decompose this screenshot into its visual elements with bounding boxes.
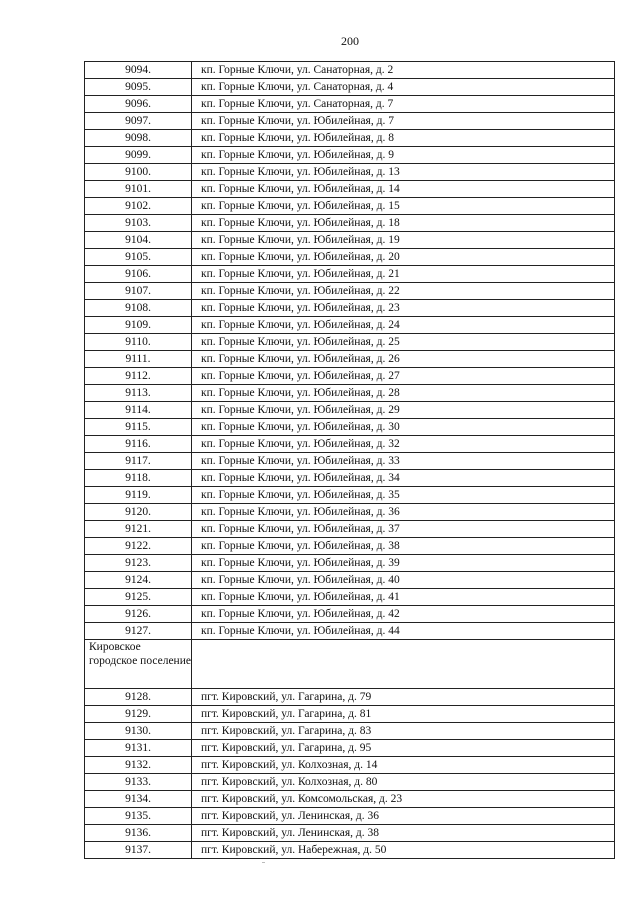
row-address: кп. Горные Ключи, ул. Юбилейная, д. 18 <box>192 215 615 232</box>
row-address: кп. Горные Ключи, ул. Юбилейная, д. 36 <box>192 504 615 521</box>
row-address: пгт. Кировский, ул. Гагарина, д. 81 <box>192 706 615 723</box>
row-number: 9136. <box>85 825 192 842</box>
row-number: 9133. <box>85 774 192 791</box>
row-number: 9111. <box>85 351 192 368</box>
row-number: 9109. <box>85 317 192 334</box>
row-number: 9107. <box>85 283 192 300</box>
row-number: 9132. <box>85 757 192 774</box>
row-number: 9118. <box>85 470 192 487</box>
table-row <box>85 419 615 436</box>
row-number: 9102. <box>85 198 192 215</box>
row-address: пгт. Кировский, ул. Гагарина, д. 79 <box>192 689 615 706</box>
row-number: 9122. <box>85 538 192 555</box>
row-address: кп. Горные Ключи, ул. Юбилейная, д. 33 <box>192 453 615 470</box>
table-row <box>85 589 615 606</box>
row-number: 9124. <box>85 572 192 589</box>
row-address: кп. Горные Ключи, ул. Юбилейная, д. 14 <box>192 181 615 198</box>
row-address: кп. Горные Ключи, ул. Юбилейная, д. 23 <box>192 300 615 317</box>
row-address: кп. Горные Ключи, ул. Юбилейная, д. 9 <box>192 147 615 164</box>
row-address: кп. Горные Ключи, ул. Юбилейная, д. 15 <box>192 198 615 215</box>
table-row <box>85 62 615 79</box>
table-row <box>85 791 615 808</box>
row-number: 9130. <box>85 723 192 740</box>
scan-mark <box>262 862 265 863</box>
row-address: кп. Горные Ключи, ул. Санаторная, д. 7 <box>192 96 615 113</box>
row-address: пгт. Кировский, ул. Комсомольская, д. 23 <box>192 791 615 808</box>
row-number: 9095. <box>85 79 192 96</box>
row-address: пгт. Кировский, ул. Колхозная, д. 80 <box>192 774 615 791</box>
row-address: кп. Горные Ключи, ул. Юбилейная, д. 25 <box>192 334 615 351</box>
table-row <box>85 79 615 96</box>
table-row <box>85 283 615 300</box>
row-address: кп. Горные Ключи, ул. Юбилейная, д. 20 <box>192 249 615 266</box>
table-row <box>85 351 615 368</box>
row-number: 9094. <box>85 62 192 79</box>
table-row <box>85 198 615 215</box>
table-row <box>85 487 615 504</box>
row-number: 9106. <box>85 266 192 283</box>
row-address: пгт. Кировский, ул. Набережная, д. 50 <box>192 842 615 859</box>
row-address: кп. Горные Ключи, ул. Юбилейная, д. 42 <box>192 606 615 623</box>
table-row <box>85 215 615 232</box>
table-row <box>85 181 615 198</box>
table-row <box>85 706 615 723</box>
row-address: кп. Горные Ключи, ул. Юбилейная, д. 40 <box>192 572 615 589</box>
table-row <box>85 436 615 453</box>
row-number: 9099. <box>85 147 192 164</box>
row-number: 9108. <box>85 300 192 317</box>
row-number: 9131. <box>85 740 192 757</box>
row-number: 9097. <box>85 113 192 130</box>
row-address: кп. Горные Ключи, ул. Юбилейная, д. 30 <box>192 419 615 436</box>
row-address: кп. Горные Ключи, ул. Юбилейная, д. 32 <box>192 436 615 453</box>
row-number: 9128. <box>85 689 192 706</box>
row-address: кп. Горные Ключи, ул. Юбилейная, д. 29 <box>192 402 615 419</box>
table-row <box>85 147 615 164</box>
row-number: 9112. <box>85 368 192 385</box>
table-row <box>85 164 615 181</box>
row-address: кп. Горные Ключи, ул. Юбилейная, д. 24 <box>192 317 615 334</box>
table-row <box>85 300 615 317</box>
row-number: 9127. <box>85 623 192 640</box>
row-address: кп. Горные Ключи, ул. Юбилейная, д. 41 <box>192 589 615 606</box>
table-row <box>85 385 615 402</box>
row-address: пгт. Кировский, ул. Ленинская, д. 38 <box>192 825 615 842</box>
table-row <box>85 96 615 113</box>
row-number: 9134. <box>85 791 192 808</box>
table-row <box>85 453 615 470</box>
row-number: 9110. <box>85 334 192 351</box>
row-number: 9104. <box>85 232 192 249</box>
address-table-body <box>85 62 615 859</box>
table-row <box>85 521 615 538</box>
table-row <box>85 757 615 774</box>
row-address: кп. Горные Ключи, ул. Санаторная, д. 2 <box>192 62 615 79</box>
row-number: 9103. <box>85 215 192 232</box>
row-address: кп. Горные Ключи, ул. Юбилейная, д. 35 <box>192 487 615 504</box>
table-row <box>85 130 615 147</box>
row-address: кп. Горные Ключи, ул. Юбилейная, д. 13 <box>192 164 615 181</box>
row-address: пгт. Кировский, ул. Гагарина, д. 83 <box>192 723 615 740</box>
section-row <box>85 640 615 689</box>
row-address: кп. Горные Ключи, ул. Юбилейная, д. 19 <box>192 232 615 249</box>
row-address: кп. Горные Ключи, ул. Юбилейная, д. 22 <box>192 283 615 300</box>
row-address: кп. Горные Ключи, ул. Юбилейная, д. 44 <box>192 623 615 640</box>
row-number: 9113. <box>85 385 192 402</box>
table-row <box>85 368 615 385</box>
row-number: 9135. <box>85 808 192 825</box>
table-row <box>85 723 615 740</box>
row-address: кп. Горные Ключи, ул. Юбилейная, д. 21 <box>192 266 615 283</box>
row-number: 9117. <box>85 453 192 470</box>
table-row <box>85 623 615 640</box>
row-address: кп. Горные Ключи, ул. Юбилейная, д. 38 <box>192 538 615 555</box>
table-row <box>85 334 615 351</box>
row-address: кп. Горные Ключи, ул. Санаторная, д. 4 <box>192 79 615 96</box>
row-number: 9116. <box>85 436 192 453</box>
table-row <box>85 808 615 825</box>
table-row <box>85 470 615 487</box>
row-number: 9126. <box>85 606 192 623</box>
table-row <box>85 232 615 249</box>
page-number: 200 <box>341 34 359 48</box>
row-address: пгт. Кировский, ул. Ленинская, д. 36 <box>192 808 615 825</box>
row-number: 9114. <box>85 402 192 419</box>
section-title: Кировское городское поселение <box>85 640 192 689</box>
table-row <box>85 538 615 555</box>
row-address: кп. Горные Ключи, ул. Юбилейная, д. 39 <box>192 555 615 572</box>
row-address: кп. Горные Ключи, ул. Юбилейная, д. 27 <box>192 368 615 385</box>
row-number: 9125. <box>85 589 192 606</box>
row-number: 9137. <box>85 842 192 859</box>
row-address: кп. Горные Ключи, ул. Юбилейная, д. 34 <box>192 470 615 487</box>
row-address: кп. Горные Ключи, ул. Юбилейная, д. 26 <box>192 351 615 368</box>
table-row <box>85 317 615 334</box>
row-number: 9105. <box>85 249 192 266</box>
table-row <box>85 842 615 859</box>
row-number: 9119. <box>85 487 192 504</box>
row-number: 9115. <box>85 419 192 436</box>
address-table <box>84 61 615 859</box>
row-address: пгт. Кировский, ул. Колхозная, д. 14 <box>192 757 615 774</box>
table-row <box>85 572 615 589</box>
row-address: кп. Горные Ключи, ул. Юбилейная, д. 37 <box>192 521 615 538</box>
row-number: 9098. <box>85 130 192 147</box>
table-row <box>85 555 615 572</box>
table-row <box>85 266 615 283</box>
row-address: кп. Горные Ключи, ул. Юбилейная, д. 28 <box>192 385 615 402</box>
section-empty-cell <box>192 640 615 689</box>
row-address: кп. Горные Ключи, ул. Юбилейная, д. 7 <box>192 113 615 130</box>
row-number: 9100. <box>85 164 192 181</box>
table-row <box>85 740 615 757</box>
table-row <box>85 113 615 130</box>
row-number: 9121. <box>85 521 192 538</box>
row-number: 9096. <box>85 96 192 113</box>
row-number: 9129. <box>85 706 192 723</box>
table-row <box>85 606 615 623</box>
table-row <box>85 504 615 521</box>
table-row <box>85 774 615 791</box>
row-number: 9120. <box>85 504 192 521</box>
row-number: 9101. <box>85 181 192 198</box>
row-number: 9123. <box>85 555 192 572</box>
table-row <box>85 249 615 266</box>
table-row <box>85 825 615 842</box>
row-address: кп. Горные Ключи, ул. Юбилейная, д. 8 <box>192 130 615 147</box>
row-address: пгт. Кировский, ул. Гагарина, д. 95 <box>192 740 615 757</box>
table-row <box>85 689 615 706</box>
table-row <box>85 402 615 419</box>
